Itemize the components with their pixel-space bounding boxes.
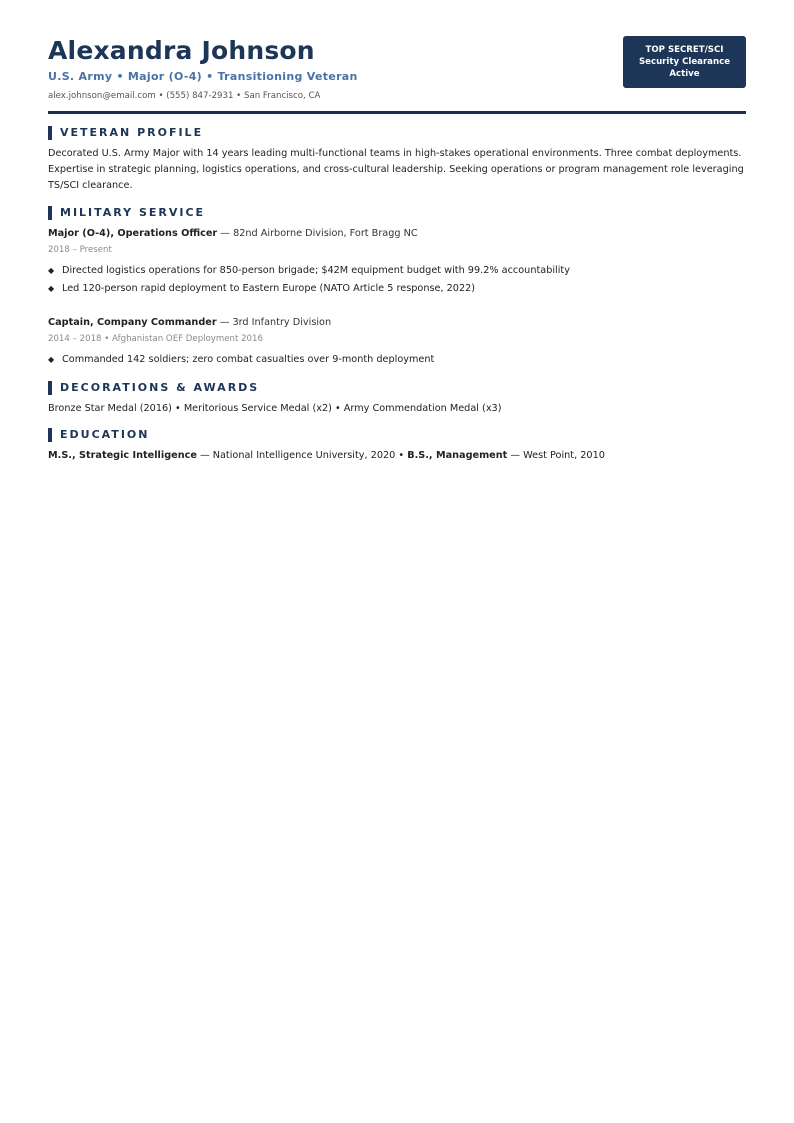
section-title-education: EDUCATION (48, 428, 746, 442)
role-heading (48, 227, 746, 241)
clearance-level: TOP SECRET/SCI (645, 45, 724, 55)
role-title: Major (O-4), Operations Officer (48, 228, 218, 239)
clearance-label: Security Clearance (638, 57, 731, 67)
diamond-bullet-icon: ◆ (48, 355, 55, 364)
role-heading (48, 316, 746, 330)
profile-text: Decorated U.S. Army Major with 14 years leading multi-functional teams in high-stakes operational environments. Three combat deployments. Expertise in strategic planning, logistics operations, and cross-cultural leadership. Seeking operations or program management role leveraging TS/SCI clearance. (48, 148, 744, 191)
role-entry (48, 316, 746, 369)
school-bachelors: — West Point, 2010 (507, 450, 605, 461)
role-title: Captain, Company Commander (48, 317, 217, 328)
degree-bachelors: B.S., Management (407, 450, 508, 461)
diamond-bullet-icon: ◆ (48, 266, 55, 275)
role-organization: — 3rd Infantry Division (216, 317, 332, 328)
degree-masters: M.S., Strategic Intelligence (48, 450, 197, 461)
school-masters: — National Intelligence University, 2020 • (196, 450, 408, 461)
list-item (48, 262, 746, 280)
section-title-military: MILITARY SERVICE (48, 206, 746, 220)
military-section (48, 206, 746, 369)
bullet-text: Directed logistics operations for 850-person brigade; $42M equipment budget with 99.2% accountability (62, 265, 570, 276)
role-bullets (48, 351, 746, 369)
role-dates: 2018 – Present (48, 245, 112, 255)
clearance-badge (623, 36, 746, 88)
list-item (48, 280, 746, 298)
awards-section (48, 381, 746, 416)
resume-header (48, 36, 746, 114)
bullet-text: Commanded 142 soldiers; zero combat casualties over 9-month deployment (62, 354, 435, 365)
section-title-awards: DECORATIONS & AWARDS (48, 381, 746, 395)
education-text (48, 449, 746, 463)
candidate-name: Alexandra Johnson (48, 36, 315, 65)
contact-info: alex.johnson@email.com • (555) 847-2931 • San Francisco, CA (48, 91, 321, 101)
awards-text: Bronze Star Medal (2016) • Meritorious Service Medal (x2) • Army Commendation Medal (x3) (48, 403, 502, 414)
clearance-status: Active (669, 69, 700, 79)
candidate-subtitle: U.S. Army • Major (O-4) • Transitioning Veteran (48, 70, 358, 83)
list-item (48, 351, 746, 369)
role-dates: 2014 – 2018 • Afghanistan OEF Deployment 2016 (48, 334, 263, 344)
role-organization: — 82nd Airborne Division, Fort Bragg NC (217, 228, 418, 239)
profile-section (48, 126, 746, 194)
role-entry (48, 227, 746, 298)
section-title-profile: VETERAN PROFILE (48, 126, 746, 140)
bullet-text: Led 120-person rapid deployment to Eastern Europe (NATO Article 5 response, 2022) (62, 283, 476, 294)
education-section (48, 428, 746, 463)
diamond-bullet-icon: ◆ (48, 284, 55, 293)
role-bullets (48, 262, 746, 298)
